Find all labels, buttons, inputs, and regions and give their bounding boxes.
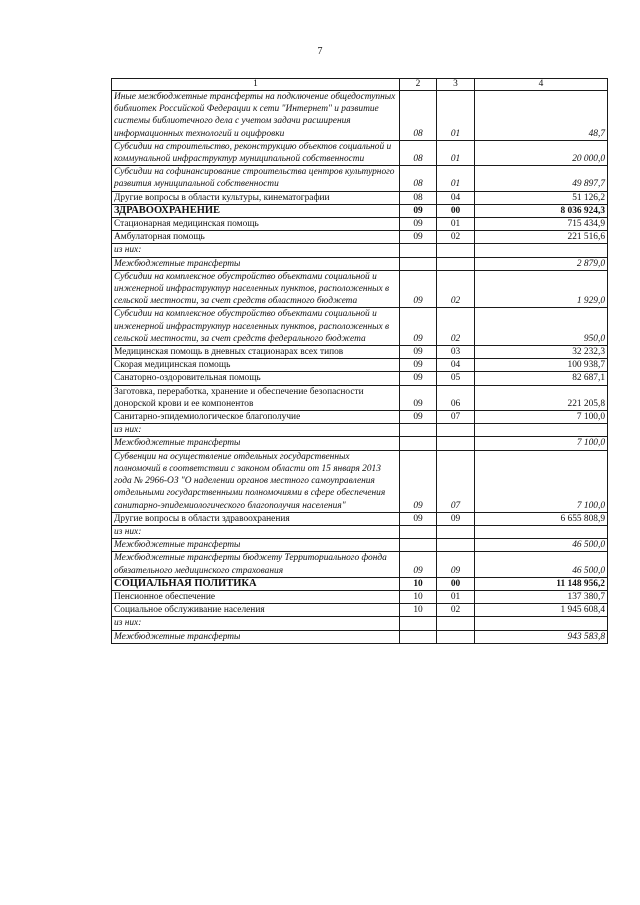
row-subsection-cell: 09 (437, 512, 475, 525)
row-section-cell: 09 (400, 450, 437, 512)
row-amount-cell (475, 424, 608, 437)
table-row (112, 346, 608, 359)
row-amount-cell: 1 929,0 (475, 270, 608, 308)
row-amount-cell: 221 516,6 (475, 231, 608, 244)
row-subsection-cell: 00 (437, 204, 475, 217)
row-section-cell: 10 (400, 590, 437, 603)
row-amount-cell: 943 583,8 (475, 630, 608, 643)
row-name-cell: Межбюджетные трансферты (112, 257, 400, 270)
row-section-cell: 08 (400, 91, 437, 141)
row-amount-cell: 7 100,0 (475, 437, 608, 450)
row-amount-cell (475, 244, 608, 257)
table-row (112, 359, 608, 372)
row-section-cell: 09 (400, 359, 437, 372)
table-row (112, 577, 608, 590)
row-section-cell: 09 (400, 346, 437, 359)
table-row (112, 372, 608, 385)
row-amount-cell: 715 434,9 (475, 218, 608, 231)
row-subsection-cell: 03 (437, 346, 475, 359)
table-row (112, 140, 608, 165)
row-subsection-cell: 01 (437, 140, 475, 165)
row-amount-cell: 8 036 924,3 (475, 204, 608, 217)
row-section-cell: 08 (400, 166, 437, 191)
row-name-cell: Пенсионное обеспечение (112, 590, 400, 603)
row-subsection-cell (437, 424, 475, 437)
row-subsection-cell (437, 630, 475, 643)
row-section-cell (400, 525, 437, 538)
table-row (112, 450, 608, 512)
table-row (112, 385, 608, 410)
row-name-cell: из них: (112, 617, 400, 630)
row-name-cell: Санаторно-оздоровительная помощь (112, 372, 400, 385)
row-name-cell: Межбюджетные трансферты бюджету Территориального фонда обязательного медицинского страхования (112, 552, 400, 577)
row-section-cell: 09 (400, 270, 437, 308)
table-row (112, 204, 608, 217)
row-name-cell: Межбюджетные трансферты (112, 539, 400, 552)
row-amount-cell: 11 148 956,2 (475, 577, 608, 590)
row-name-cell: СОЦИАЛЬНАЯ ПОЛИТИКА (112, 577, 400, 590)
row-name-cell: Стационарная медицинская помощь (112, 218, 400, 231)
row-section-cell: 09 (400, 385, 437, 410)
row-subsection-cell: 04 (437, 359, 475, 372)
table-row (112, 630, 608, 643)
row-section-cell (400, 257, 437, 270)
row-amount-cell: 221 205,8 (475, 385, 608, 410)
table-row (112, 424, 608, 437)
row-section-cell: 09 (400, 411, 437, 424)
table-row (112, 604, 608, 617)
row-name-cell: Субсидии на комплексное обустройство объектами социальной и инженерной инфраструктур населенных пунктов, расположенных в сельской местности, за счет средств федерального бюджета (112, 308, 400, 346)
table-header-row (112, 79, 608, 91)
column-header-section: 2 (400, 79, 437, 91)
row-amount-cell (475, 525, 608, 538)
table-row (112, 257, 608, 270)
row-name-cell: Субвенции на осуществление отдельных государственных полномочий в соответствии с законом области от 15 января 2013 года № 2966-ОЗ "О наделении органов местного самоуправления отдельными государственными полномочиями в сфере обеспечения санитарно-эпидемиологического благополучия населения" (112, 450, 400, 512)
row-name-cell: Амбулаторная помощь (112, 231, 400, 244)
row-subsection-cell: 02 (437, 231, 475, 244)
row-subsection-cell (437, 244, 475, 257)
row-subsection-cell (437, 539, 475, 552)
row-subsection-cell: 07 (437, 450, 475, 512)
row-name-cell: Межбюджетные трансферты (112, 630, 400, 643)
row-name-cell: Иные межбюджетные трансферты на подключение общедоступных библиотек Российской Федерации к сети "Интернет" и развитие системы библиотечного дела с учетом задачи расширения информационных технологий и оцифровки (112, 91, 400, 141)
row-amount-cell: 46 500,0 (475, 539, 608, 552)
row-section-cell: 09 (400, 552, 437, 577)
row-name-cell: Медицинская помощь в дневных стационарах всех типов (112, 346, 400, 359)
column-header-subsection: 3 (437, 79, 475, 91)
row-amount-cell: 2 879,0 (475, 257, 608, 270)
row-name-cell: Субсидии на комплексное обустройство объектами социальной и инженерной инфраструктур населенных пунктов, расположенных в сельской местности, за счет средств областного бюджета (112, 270, 400, 308)
row-name-cell: Социальное обслуживание населения (112, 604, 400, 617)
row-amount-cell: 950,0 (475, 308, 608, 346)
row-section-cell: 09 (400, 231, 437, 244)
row-subsection-cell: 07 (437, 411, 475, 424)
row-amount-cell: 51 126,2 (475, 191, 608, 204)
row-name-cell: Субсидии на софинансирование строительства центров культурного развития муниципальной собственности (112, 166, 400, 191)
row-amount-cell: 100 938,7 (475, 359, 608, 372)
row-amount-cell: 49 897,7 (475, 166, 608, 191)
row-section-cell: 09 (400, 512, 437, 525)
row-name-cell: Межбюджетные трансферты (112, 437, 400, 450)
column-header-name: 1 (112, 79, 400, 91)
row-section-cell: 08 (400, 140, 437, 165)
table-row (112, 270, 608, 308)
column-header-amount: 4 (475, 79, 608, 91)
row-amount-cell: 48,7 (475, 91, 608, 141)
row-section-cell (400, 630, 437, 643)
row-subsection-cell (437, 617, 475, 630)
table-row (112, 231, 608, 244)
row-section-cell: 08 (400, 191, 437, 204)
row-name-cell: Другие вопросы в области здравоохранения (112, 512, 400, 525)
row-subsection-cell: 02 (437, 308, 475, 346)
row-subsection-cell: 01 (437, 166, 475, 191)
table-row (112, 539, 608, 552)
row-section-cell (400, 539, 437, 552)
row-section-cell (400, 424, 437, 437)
row-name-cell: Скорая медицинская помощь (112, 359, 400, 372)
row-subsection-cell (437, 525, 475, 538)
row-name-cell: Субсидии на строительство, реконструкцию объектов социальной и коммунальной инфраструктур муниципальной собственности (112, 140, 400, 165)
row-section-cell (400, 617, 437, 630)
table-row (112, 525, 608, 538)
row-amount-cell (475, 617, 608, 630)
row-subsection-cell (437, 437, 475, 450)
table-row (112, 590, 608, 603)
row-subsection-cell: 00 (437, 577, 475, 590)
row-name-cell: Другие вопросы в области культуры, кинематографии (112, 191, 400, 204)
row-name-cell: Санитарно-эпидемиологическое благополучие (112, 411, 400, 424)
table-row (112, 437, 608, 450)
row-section-cell: 10 (400, 604, 437, 617)
row-name-cell: из них: (112, 244, 400, 257)
row-subsection-cell: 04 (437, 191, 475, 204)
table-row (112, 91, 608, 141)
row-subsection-cell: 01 (437, 91, 475, 141)
table-row (112, 191, 608, 204)
budget-table (111, 78, 608, 644)
row-name-cell: из них: (112, 525, 400, 538)
row-amount-cell: 1 945 608,4 (475, 604, 608, 617)
row-subsection-cell (437, 257, 475, 270)
row-section-cell: 09 (400, 372, 437, 385)
table-row (112, 308, 608, 346)
row-section-cell (400, 244, 437, 257)
table-row (112, 552, 608, 577)
row-section-cell: 09 (400, 308, 437, 346)
row-subsection-cell: 01 (437, 218, 475, 231)
row-subsection-cell: 02 (437, 604, 475, 617)
row-section-cell: 10 (400, 577, 437, 590)
row-amount-cell: 20 000,0 (475, 140, 608, 165)
table-row (112, 512, 608, 525)
row-section-cell (400, 437, 437, 450)
budget-table-body (112, 79, 608, 644)
row-name-cell: из них: (112, 424, 400, 437)
table-row (112, 411, 608, 424)
row-subsection-cell: 01 (437, 590, 475, 603)
row-section-cell: 09 (400, 218, 437, 231)
row-subsection-cell: 02 (437, 270, 475, 308)
table-row (112, 218, 608, 231)
row-subsection-cell: 09 (437, 552, 475, 577)
row-subsection-cell: 06 (437, 385, 475, 410)
row-amount-cell: 82 687,1 (475, 372, 608, 385)
page-number: 7 (317, 46, 323, 57)
row-amount-cell: 32 232,3 (475, 346, 608, 359)
row-subsection-cell: 05 (437, 372, 475, 385)
table-row (112, 617, 608, 630)
table-row (112, 166, 608, 191)
row-amount-cell: 46 500,0 (475, 552, 608, 577)
row-amount-cell: 137 380,7 (475, 590, 608, 603)
row-name-cell: Заготовка, переработка, хранение и обеспечение безопасности донорской крови и ее компонентов (112, 385, 400, 410)
row-amount-cell: 7 100,0 (475, 411, 608, 424)
row-amount-cell: 7 100,0 (475, 450, 608, 512)
row-amount-cell: 6 655 808,9 (475, 512, 608, 525)
row-name-cell: ЗДРАВООХРАНЕНИЕ (112, 204, 400, 217)
row-section-cell: 09 (400, 204, 437, 217)
table-row (112, 244, 608, 257)
